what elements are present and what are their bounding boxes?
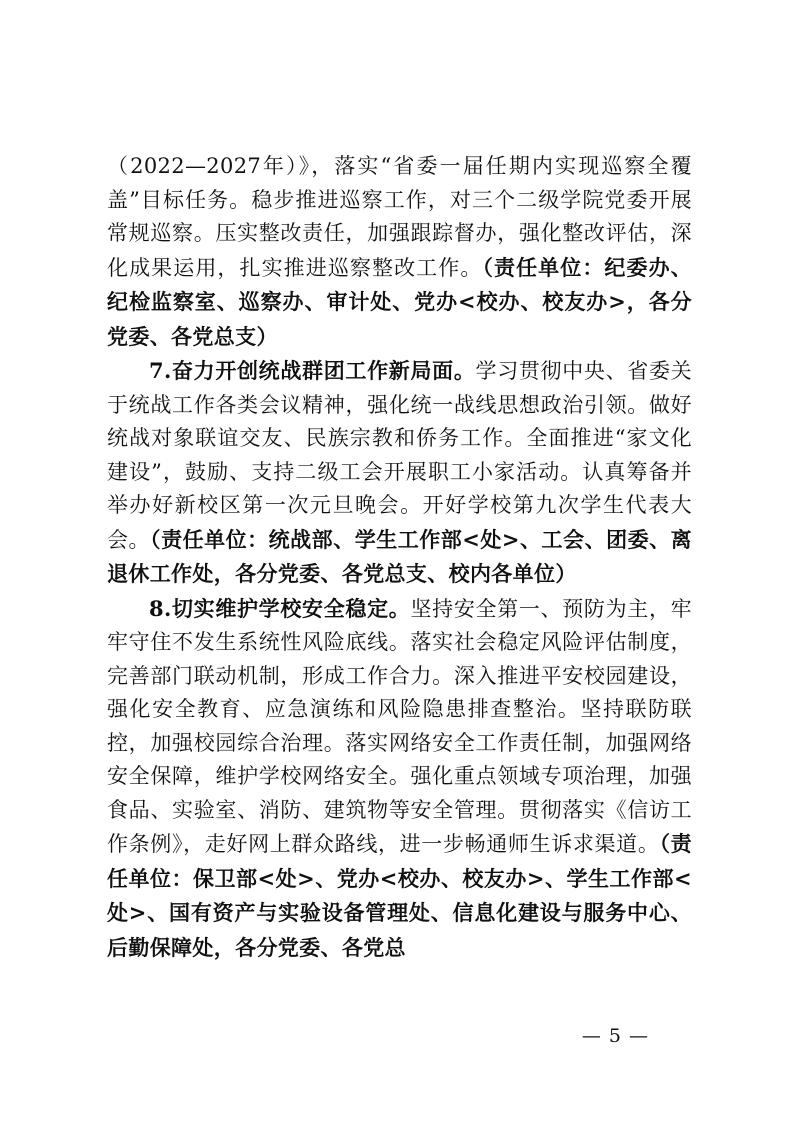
item-heading: 8.切实维护学校安全稳定。 (149, 595, 411, 621)
page-number: — 5 — (581, 1025, 649, 1047)
paragraph-text: 坚持安全第一、预防为主，牢牢守住不发生系统性风险底线。落实社会稳定风险评估制度，完善部门联动机制，形成工作合力。深入推进平安校园建设，强化安全教育、应急演练和风险隐患排查整治。坚持联防联控，加强校园综合治理。落实网络安全工作责任制，加强网络安全保障，维护学校网络安全。强化重点领域专项治理，加强食品、实验室、消防、建筑物等安全管理。贯彻落实《信访工作条例》，走好网上群众路线，进一步畅通师生诉求渠道。 (107, 596, 692, 856)
responsibility-units: （责任单位：保卫部<处>、党办<校办、校友办>、学生工作部<处>、国有资产与实验设备管理处、信息化建设与服务中心、后勤保障处，各分党委、各党总 (107, 831, 692, 960)
paragraph-text: 学习贯彻中央、省委关于统战工作各类会议精神，强化统一战线思想政治引领。做好统战对象联谊交友、民族宗教和侨务工作。全面推进“家文化建设”，鼓励、支持二级工会开展职工小家活动。认真筹备并举办好新校区第一次元旦晚会。开好学校第九次学生代表大会。 (107, 359, 693, 552)
responsibility-units: （责任单位：纪委办、纪检监察室、巡察办、审计处、党办<校办、校友办>，各分党委、各党总支） (107, 254, 692, 349)
paragraph-item-7 (107, 354, 692, 592)
paragraph-continuation (107, 150, 692, 354)
paragraph-item-8 (107, 592, 692, 966)
responsibility-units: （责任单位：统战部、学生工作部<处>、工会、团委、离退休工作处，各分党委、各党总支、校内各单位） (107, 526, 693, 586)
item-heading: 7.奋力开创统战群团工作新局面。 (149, 358, 476, 383)
paragraph-text: （2022—2027年）》，落实“省委一届任期内实现巡察全覆盖”目标任务。稳步推进巡察工作，对三个二级学院党委开展常规巡察。压实整改责任，加强跟踪督办，强化整改评估，深化成果运用，扎实推进巡察整改工作。 (107, 154, 692, 280)
document-body (107, 150, 692, 965)
